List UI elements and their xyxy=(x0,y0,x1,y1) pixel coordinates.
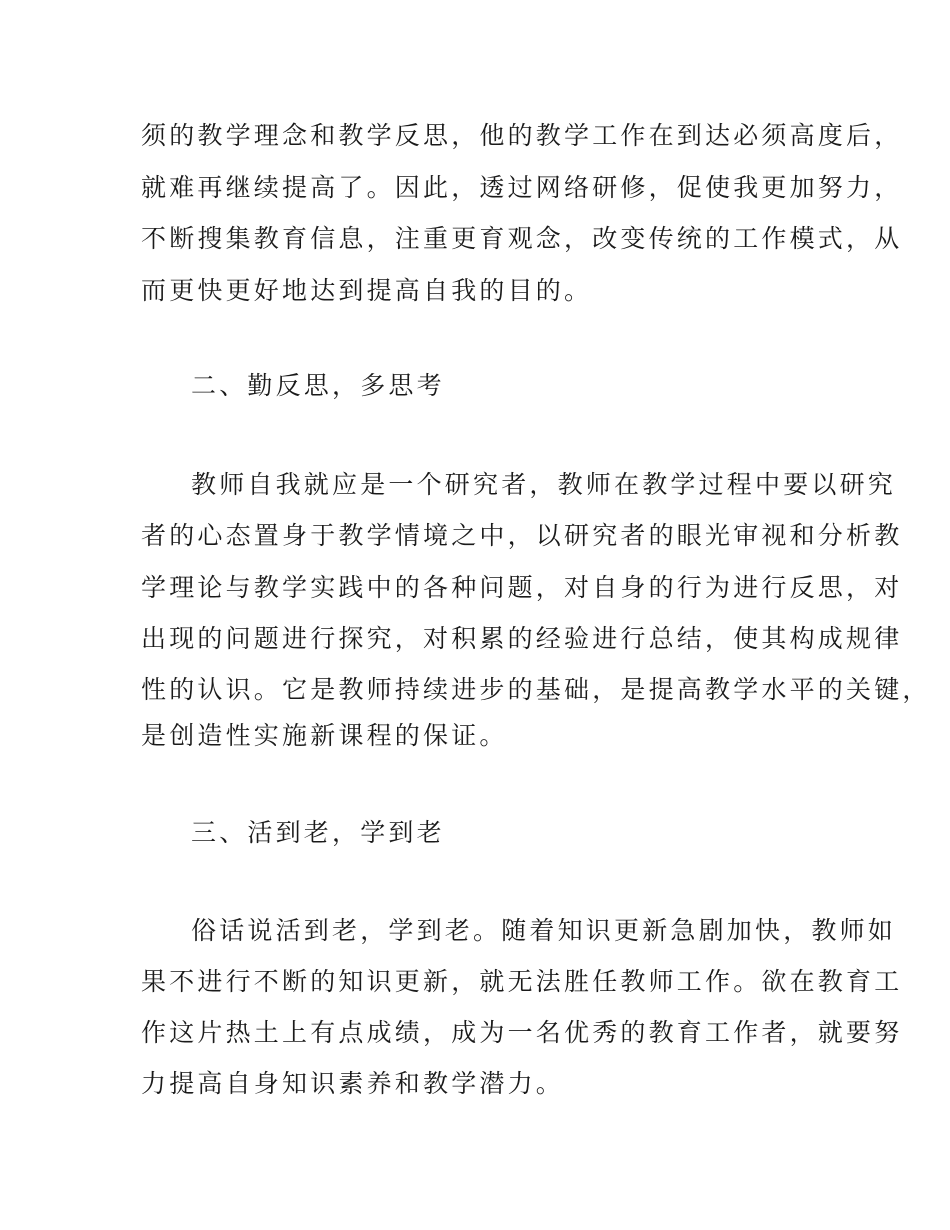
paragraph-line: 俗话说活到老，学到老。随着知识更新急剧加快，教师如 xyxy=(191,916,897,945)
paragraph-line: 者的心态置身于教学情境之中，以研究者的眼光审视和分析教 xyxy=(141,521,903,550)
section-heading: 三、活到老，学到老 xyxy=(191,818,445,847)
paragraph-line: 须的教学理念和教学反思，他的教学工作在到达必须高度后， xyxy=(141,121,903,150)
paragraph-line: 出现的问题进行探究，对积累的经验进行总结，使其构成规律 xyxy=(141,624,903,653)
paragraph-line: 而更快更好地达到提高自我的目的。 xyxy=(141,276,593,305)
paragraph-line: 教师自我就应是一个研究者，教师在教学过程中要以研究 xyxy=(191,470,897,499)
paragraph-line: 不断搜集教育信息，注重更育观念，改变传统的工作模式，从 xyxy=(141,224,903,253)
paragraph-line: 性的认识。它是教师持续进步的基础，是提高教学水平的关键， xyxy=(141,675,931,704)
paragraph-line: 学理论与教学实践中的各种问题，对自身的行为进行反思，对 xyxy=(141,573,903,602)
paragraph-line: 就难再继续提高了。因此，透过网络研修，促使我更加努力， xyxy=(141,173,903,202)
paragraph-line: 作这片热土上有点成绩，成为一名优秀的教育工作者，就要努 xyxy=(141,1018,903,1047)
paragraph-line: 是创造性实施新课程的保证。 xyxy=(141,721,508,750)
section-heading: 二、勤反思，多思考 xyxy=(191,371,445,400)
paragraph-line: 果不进行不断的知识更新，就无法胜任教师工作。欲在教育工 xyxy=(141,967,903,996)
paragraph-line: 力提高自身知识素养和教学潜力。 xyxy=(141,1069,565,1098)
